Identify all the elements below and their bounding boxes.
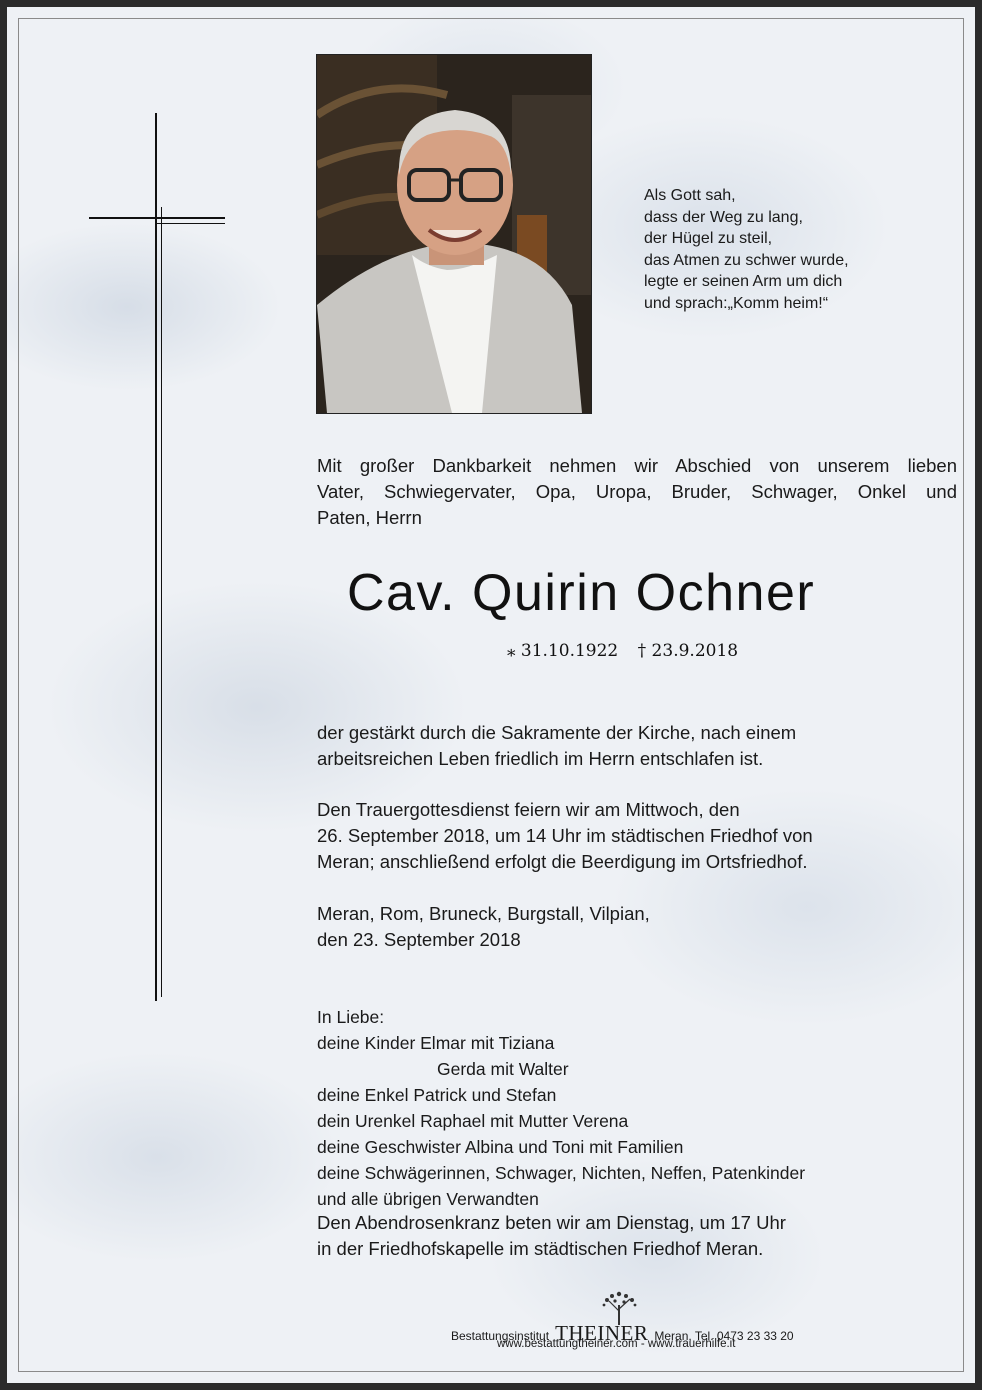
service-paragraph: [317, 797, 957, 875]
list-item: Gerda mit Walter: [437, 1059, 569, 1079]
list-item: und alle übrigen Verwandten: [317, 1189, 539, 1209]
intro-line: Paten, Herrn: [317, 507, 422, 528]
rosary-paragraph: [317, 1210, 957, 1262]
list-item: deine Kinder Elmar mit Tiziana: [317, 1033, 555, 1053]
intro-text: [317, 453, 957, 531]
life-dates: [507, 641, 807, 661]
footer-contact: Meran, Tel. 0473 23 33 20: [654, 1329, 794, 1343]
birth-date: ⁎ 31.10.1922: [507, 641, 619, 661]
portrait-image: [317, 55, 591, 413]
intro-line: Vater, Schwiegervater, Opa, Uropa, Bruder, Schwager, Onkel und: [317, 481, 957, 502]
list-item: deine Schwägerinnen, Schwager, Nichten, Neffen, Patenkinder: [317, 1163, 806, 1183]
mourners-list: [317, 1004, 957, 1212]
deceased-name: Cav. Quirin Ochner: [347, 564, 816, 622]
paragraph-line: 26. September 2018, um 14 Uhr im städtischen Friedhof von: [317, 825, 813, 846]
poem-line: das Atmen zu schwer wurde,: [644, 251, 849, 269]
paragraph-line: Den Abendrosenkranz beten wir am Dienstag, um 17 Uhr: [317, 1212, 786, 1233]
list-item: deine Geschwister Albina und Toni mit Familien: [317, 1137, 684, 1157]
footer-websites: www.bestattungtheiner.com - www.trauerhilfe.it: [497, 1338, 736, 1350]
death-date: † 23.9.2018: [637, 641, 739, 661]
poem-line: Als Gott sah,: [644, 187, 736, 204]
poem-line: der Hügel zu steil,: [644, 230, 773, 247]
poem-line: dass der Weg zu lang,: [644, 208, 803, 226]
tree-logo-icon: [599, 1291, 639, 1325]
footer-prefix: Bestattungsinstitut: [451, 1329, 550, 1343]
poem-line: legte er seinen Arm um dich: [644, 273, 843, 290]
paragraph-line: den 23. September 2018: [317, 929, 521, 950]
list-item: dein Urenkel Raphael mit Mutter Verena: [317, 1111, 629, 1131]
paragraph-line: der gestärkt durch die Sakramente der Kirche, nach einem: [317, 722, 797, 743]
list-item: In Liebe:: [317, 1007, 385, 1027]
portrait-photo: [316, 54, 592, 414]
paragraph-line: Den Trauergottesdienst feiern wir am Mittwoch, den: [317, 799, 740, 820]
paragraph-line: Meran, Rom, Bruneck, Burgstall, Vilpian,: [317, 903, 650, 924]
list-item: deine Enkel Patrick und Stefan: [317, 1085, 557, 1105]
poem-line: und sprach:„Komm heim!“: [644, 294, 829, 312]
paragraph-line: in der Friedhofskapelle im städtischen Friedhof Meran.: [317, 1238, 764, 1259]
paragraph-line: Meran; anschließend erfolgt die Beerdigung im Ortsfriedhof.: [317, 851, 808, 872]
poem: [644, 185, 934, 314]
place-date-paragraph: [317, 901, 957, 953]
intro-line: Mit großer Dankbarkeit nehmen wir Abschied von unserem lieben: [317, 455, 957, 476]
paragraph-line: arbeitsreichen Leben friedlich im Herrn entschlafen ist.: [317, 748, 764, 769]
sacraments-paragraph: [317, 720, 957, 772]
footer-brand: THEINER: [555, 1321, 649, 1345]
